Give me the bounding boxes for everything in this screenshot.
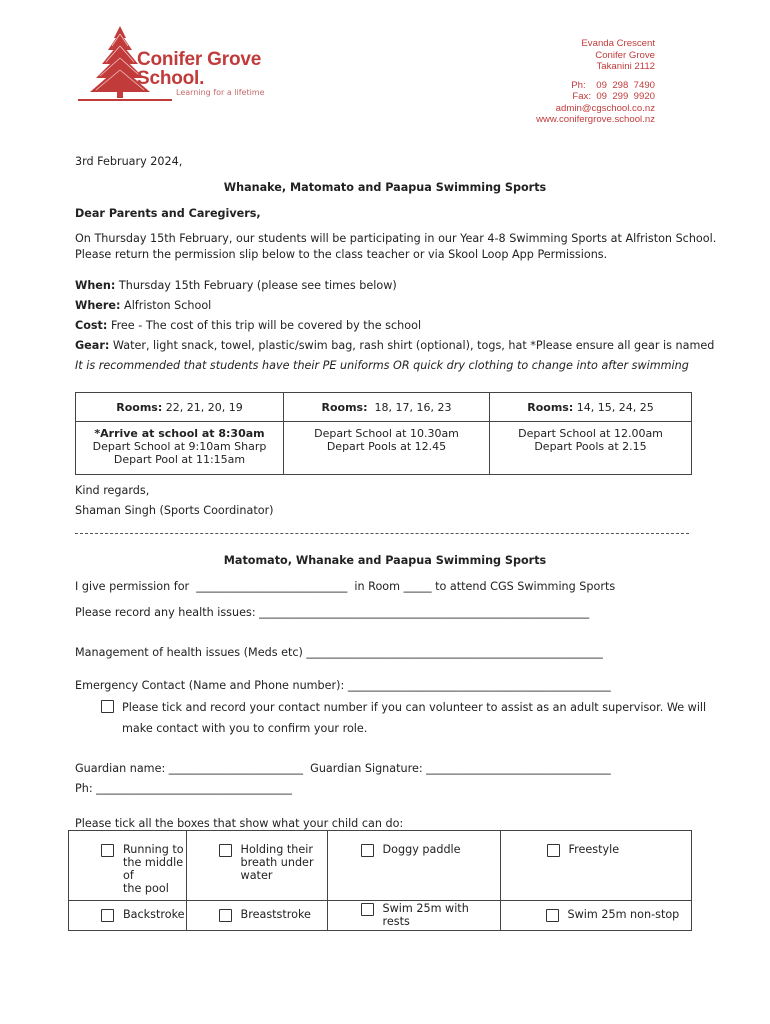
skill-cell bbox=[327, 831, 500, 901]
when-row bbox=[75, 279, 397, 293]
rooms-list: 22, 21, 20, 19 bbox=[162, 400, 243, 414]
skill-checkbox[interactable] bbox=[546, 909, 559, 922]
permission-field[interactable]: I give permission for ___________________________ in Room _____ to attend CGS Swimming Sports bbox=[75, 580, 616, 593]
guardian-name-signature-field[interactable]: Guardian name: ________________________ Guardian Signature: _________________________________ bbox=[75, 762, 611, 775]
phone-number: Ph: 09 298 7490 bbox=[571, 79, 655, 91]
skill-checkbox[interactable] bbox=[101, 844, 114, 857]
skill-cell bbox=[327, 901, 500, 931]
rooms-label: Rooms: bbox=[527, 400, 574, 414]
skill-label: Freestyle bbox=[568, 843, 620, 856]
intro-line-2: Please return the permission slip below to the class teacher or via Skool Loop App Permissions. bbox=[75, 248, 608, 261]
website-link[interactable]: www.conifergrove.school.nz bbox=[536, 114, 655, 125]
skill-checkbox[interactable] bbox=[219, 844, 232, 857]
skill-label: Doggy paddle bbox=[382, 843, 461, 856]
when-value: Thursday 15th February (please see times below) bbox=[115, 279, 397, 292]
depart-pool-time: Depart Pools at 2.15 bbox=[534, 440, 647, 453]
skill-label: Swim 25m with rests bbox=[382, 902, 469, 928]
skill-label: breath under bbox=[240, 856, 314, 869]
cost-value: Free - The cost of this trip will be covered by the school bbox=[107, 319, 422, 332]
salutation: Dear Parents and Caregivers, bbox=[75, 207, 261, 220]
skill-checkbox[interactable] bbox=[361, 903, 374, 916]
uniform-recommendation: It is recommended that students have their PE uniforms OR quick dry clothing to change into after swimming bbox=[75, 359, 689, 372]
skill-checkbox[interactable] bbox=[361, 844, 374, 857]
skills-intro: Please tick all the boxes that show what your child can do: bbox=[75, 817, 404, 830]
skill-checkbox[interactable] bbox=[219, 909, 232, 922]
gear-value: Water, light snack, towel, plastic/swim bag, rash shirt (optional), togs, hat *Please ensure all gear is named bbox=[109, 339, 715, 352]
gear-label: Gear: bbox=[75, 339, 110, 352]
skill-cell bbox=[500, 831, 691, 901]
skill-checkbox[interactable] bbox=[547, 844, 560, 857]
skill-label: water bbox=[240, 869, 273, 882]
cut-line-divider bbox=[75, 533, 689, 534]
fax-number: Fax: 09 299 9920 bbox=[572, 91, 655, 102]
signature-name: Shaman Singh (Sports Coordinator) bbox=[75, 504, 274, 517]
volunteer-text-1: Please tick and record your contact number if you can volunteer to assist as an adult supervisor. We will bbox=[122, 701, 707, 714]
email-link[interactable]: admin@cgschool.co.nz bbox=[555, 102, 655, 114]
volunteer-checkbox[interactable] bbox=[101, 700, 114, 713]
where-row bbox=[75, 299, 211, 313]
rooms-label: Rooms: bbox=[116, 400, 163, 414]
volunteer-text-2: make contact with you to confirm your role. bbox=[122, 722, 368, 735]
intro-line-1: On Thursday 15th February, our students will be participating in our Year 4-8 Swimming Sports at Alfriston School. bbox=[75, 232, 717, 245]
rooms-label: Rooms: bbox=[321, 400, 368, 414]
skill-label: Breaststroke bbox=[240, 908, 311, 921]
skill-label: Swim 25m non-stop bbox=[567, 908, 680, 921]
gear-row bbox=[75, 339, 714, 353]
depart-school-time: Depart School at 10.30am bbox=[314, 427, 459, 440]
cost-label: Cost: bbox=[75, 319, 108, 332]
school-name-line1: Conifer Grove bbox=[137, 49, 262, 70]
swimming-skills-table bbox=[68, 830, 692, 931]
health-issues-field[interactable]: Please record any health issues: ___________________________________________________________ bbox=[75, 606, 590, 619]
guardian-phone-field[interactable]: Ph: ___________________________________ bbox=[75, 782, 292, 795]
school-tagline: Learning for a lifetime bbox=[176, 88, 265, 97]
arrive-time: *Arrive at school at 8:30am bbox=[94, 427, 265, 440]
schedule-table bbox=[75, 392, 692, 475]
schedule-cell-1 bbox=[76, 422, 284, 475]
closing: Kind regards, bbox=[75, 484, 150, 497]
skill-cell bbox=[186, 831, 327, 901]
emergency-contact-field[interactable]: Emergency Contact (Name and Phone number): _______________________________________________ bbox=[75, 679, 611, 692]
skill-label: Backstroke bbox=[123, 908, 185, 921]
address-line-3: Takanini 2112 bbox=[596, 61, 655, 72]
rooms-header-3 bbox=[490, 393, 692, 422]
schedule-cell-3 bbox=[490, 422, 692, 475]
skill-cell bbox=[69, 831, 187, 901]
skill-cell bbox=[69, 901, 187, 931]
skill-cell bbox=[186, 901, 327, 931]
address-line-2: Conifer Grove bbox=[595, 49, 655, 61]
when-label: When: bbox=[75, 279, 116, 292]
school-name-line2: School. bbox=[137, 68, 205, 89]
cost-row bbox=[75, 319, 421, 333]
health-management-field[interactable]: Management of health issues (Meds etc) _____________________________________________________ bbox=[75, 646, 603, 659]
skill-label: the pool bbox=[123, 882, 169, 895]
skill-label: Running to bbox=[123, 843, 184, 856]
skill-label: Holding their bbox=[240, 843, 313, 856]
address-line-1: Evanda Crescent bbox=[581, 38, 655, 49]
letter-date: 3rd February 2024, bbox=[75, 155, 183, 168]
depart-pool-time: Depart Pool at 11:15am bbox=[113, 453, 246, 466]
slip-title: Matomato, Whanake and Paapua Swimming Sports bbox=[223, 554, 547, 567]
where-label: Where: bbox=[75, 299, 121, 312]
rooms-list: 14, 15, 24, 25 bbox=[573, 400, 654, 414]
skill-checkbox[interactable] bbox=[101, 909, 114, 922]
depart-school-time: Depart School at 9:10am Sharp bbox=[92, 440, 267, 453]
where-value: Alfriston School bbox=[120, 299, 212, 312]
rooms-header-1 bbox=[76, 393, 284, 422]
skill-cell bbox=[500, 901, 691, 931]
schedule-cell-2 bbox=[284, 422, 490, 475]
school-contact-block bbox=[536, 38, 655, 126]
depart-pool-time: Depart Pools at 12.45 bbox=[326, 440, 447, 453]
rooms-list: 18, 17, 16, 23 bbox=[367, 400, 452, 414]
skill-label: the middle of bbox=[123, 856, 184, 882]
letter-title: Whanake, Matomato and Paapua Swimming Sports bbox=[223, 181, 547, 194]
rooms-header-2 bbox=[284, 393, 490, 422]
depart-school-time: Depart School at 12.00am bbox=[518, 427, 663, 440]
